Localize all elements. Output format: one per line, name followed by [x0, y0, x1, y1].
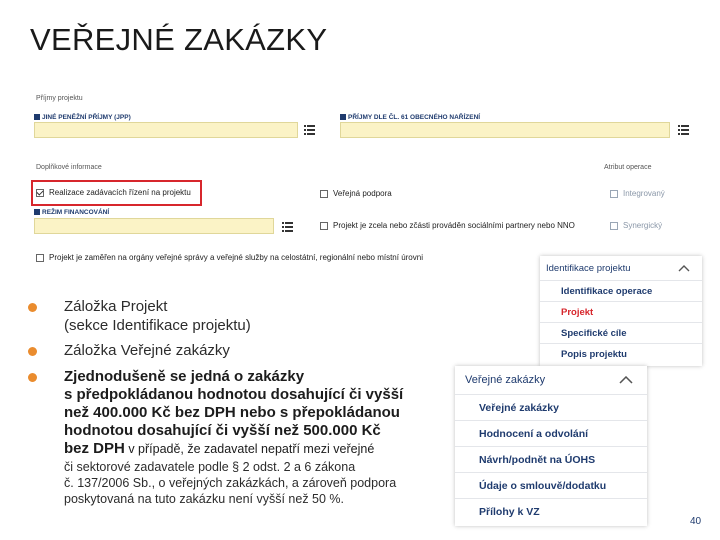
- field-label-other-income: JINÉ PENĚŽNÍ PŘÍJMY (JPP): [34, 114, 131, 121]
- checkbox-state-admin[interactable]: Projekt je zaměřen na orgány veřejné správy a veřejné služby na celostátní, regionální nebo místní úrovni: [36, 253, 423, 262]
- section-income-label: Příjmy projektu: [36, 95, 83, 102]
- required-icon: [34, 209, 40, 215]
- bullet-text-3-l2: s předpokládanou hodnotou dosahující či vyšší: [64, 386, 404, 403]
- checkbox-synergic[interactable]: Synergický: [610, 221, 662, 230]
- checkbox-procurement[interactable]: Realizace zadávacích řízení na projektu: [36, 188, 191, 197]
- income-art61-input[interactable]: [340, 122, 670, 138]
- bullet-text-3-l8: poskytovaná na tuto zakázku není vyšší než 50 %.: [64, 492, 345, 506]
- nav-item-specificke-cile[interactable]: Specifické cíle: [540, 322, 702, 343]
- nav-item-prilohy-vz[interactable]: Přílohy k VZ: [455, 498, 647, 524]
- bullet-text-2: Záložka Veřejné zakázky: [64, 342, 230, 359]
- bullet-text-3-l4: hodnotou dosahující či vyšší než 500.000 Kč: [64, 422, 381, 439]
- bullet-text-3-l5: bez DPH v případě, že zadavatel nepatří mezi veřejné: [64, 440, 375, 457]
- nav-panel-procurement: [455, 366, 647, 526]
- nav-item-projekt[interactable]: Projekt: [540, 301, 702, 322]
- nav-panel-project: [540, 256, 702, 366]
- field-label-income-art61: PŘÍJMY DLE ČL. 61 OBECNÉHO NAŘÍZENÍ: [340, 114, 480, 121]
- bullet-text-1b: (sekce Identifikace projektu): [64, 317, 251, 334]
- checkbox-icon[interactable]: [36, 254, 44, 262]
- checkbox-social-partners[interactable]: Projekt je zcela nebo zčásti prováděn sociálními partnery nebo NNO: [320, 221, 575, 230]
- checkbox-icon[interactable]: [610, 222, 618, 230]
- bullet-icon: [28, 303, 37, 312]
- bullet-text-3-l7: č. 137/2006 Sb., o veřejných zakázkách, a zároveň podpora: [64, 476, 397, 490]
- checkbox-integrated[interactable]: Integrovaný: [610, 189, 665, 198]
- nav-project-header[interactable]: Identifikace projektu: [540, 256, 702, 280]
- bullet-icon: [28, 373, 37, 382]
- nav-item-verejne-zakazky[interactable]: Veřejné zakázky: [455, 394, 647, 420]
- nav-procurement-header[interactable]: Veřejné zakázky: [455, 366, 647, 394]
- checkbox-public-support[interactable]: Veřejná podpora: [320, 189, 392, 198]
- section-attributes-label: Atribut operace: [604, 164, 652, 171]
- checkbox-icon[interactable]: [320, 190, 328, 198]
- nav-item-identifikace-operace[interactable]: Identifikace operace: [540, 280, 702, 301]
- bullet-text-3-l3: než 400.000 Kč bez DPH nebo s přepokládanou: [64, 404, 400, 421]
- financing-mode-input[interactable]: [34, 218, 274, 234]
- nav-item-navrh-uohs[interactable]: Návrh/podnět na ÚOHS: [455, 446, 647, 472]
- bullet-text-1a: Záložka Projekt: [64, 298, 168, 315]
- bullet-text-3-l6: či sektorové zadavatele podle § 2 odst. 2 a 6 zákona: [64, 460, 356, 474]
- list-icon[interactable]: [280, 220, 294, 234]
- page-number: 40: [690, 516, 702, 527]
- required-icon: [34, 114, 40, 120]
- nav-item-popis-projektu[interactable]: Popis projektu: [540, 343, 702, 364]
- highlight-frame: [31, 180, 202, 206]
- chevron-up-icon[interactable]: [678, 265, 690, 272]
- bullet-text-3-l1: Zjednodušeně se jedná o zakázky: [64, 368, 305, 385]
- chevron-up-icon[interactable]: [619, 376, 633, 384]
- section-additional-label: Doplňkové informace: [36, 164, 102, 171]
- checkbox-icon[interactable]: [610, 190, 618, 198]
- nav-item-hodnoceni-odvolani[interactable]: Hodnocení a odvolání: [455, 420, 647, 446]
- list-icon[interactable]: [302, 123, 316, 137]
- required-icon: [340, 114, 346, 120]
- other-income-input[interactable]: [34, 122, 298, 138]
- bullet-icon: [28, 347, 37, 356]
- field-label-financing-mode: REŽIM FINANCOVÁNÍ: [34, 209, 109, 216]
- nav-item-udaje-smlouva[interactable]: Údaje o smlouvě/dodatku: [455, 472, 647, 498]
- list-icon[interactable]: [676, 123, 690, 137]
- slide-title: VEŘEJNÉ ZAKÁZKY: [30, 22, 328, 57]
- checkbox-icon[interactable]: [320, 222, 328, 230]
